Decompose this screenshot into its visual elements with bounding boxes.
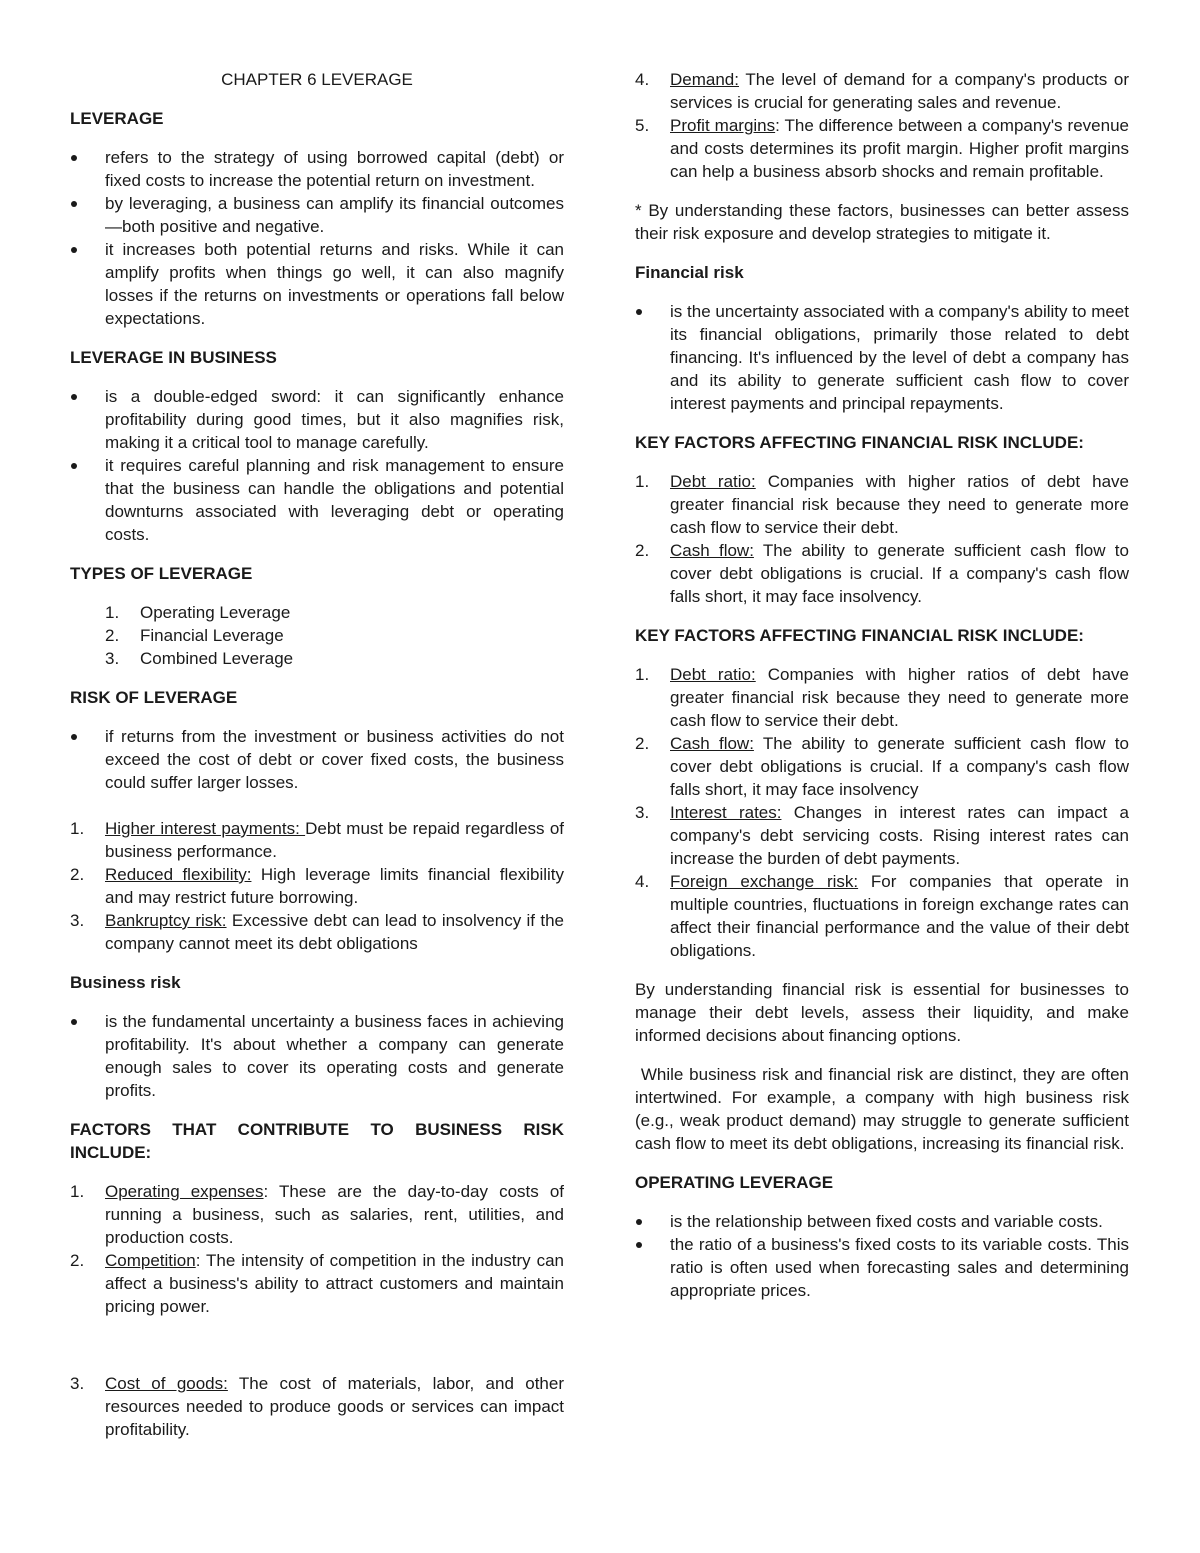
- item-number: 2.: [635, 734, 650, 753]
- item-text: Changes in interest rates can impact a company's debt servicing costs. Rising interest rates can increase the burden of debt payments.: [670, 803, 1129, 868]
- financial-risk-heading: Financial risk: [635, 263, 744, 282]
- list-item: [635, 114, 1129, 183]
- item-term: Bankruptcy risk:: [105, 911, 227, 930]
- item-text: : These are the day-to-day costs of running a business, such as salaries, rent, utilities, and production costs.: [105, 1182, 564, 1247]
- list-item: [70, 1249, 564, 1318]
- item-number: 4.: [635, 70, 650, 89]
- item-text: Companies with higher ratios of debt have greater financial risk because they need to generate more cash flow to service their debt.: [670, 472, 1129, 537]
- list-item: [635, 870, 1129, 962]
- item-number: 2.: [635, 541, 650, 560]
- item-term: Debt ratio:: [670, 665, 756, 684]
- business-risk-heading: Business risk: [70, 973, 181, 992]
- item-number: 1.: [70, 819, 85, 838]
- types-list: [70, 601, 564, 670]
- spacer: [70, 1318, 564, 1372]
- list-item: is a double-edged sword: it can significantly enhance profitability during good times, but it also magnifies risk, making it a critical tool to manage carefully.: [70, 385, 564, 454]
- item-term: Profit margins: [670, 116, 776, 135]
- list-item: [635, 68, 1129, 114]
- item-text: Companies with higher ratios of debt have greater financial risk because they need to generate more cash flow to service their debt.: [670, 665, 1129, 730]
- list-item: [70, 601, 564, 624]
- list-item: [70, 863, 564, 909]
- business-bullets: [70, 385, 564, 546]
- list-item: by leveraging, a business can amplify its financial outcomes—both positive and negative.: [70, 192, 564, 238]
- item-number: 1.: [635, 472, 650, 491]
- item-term: Demand:: [670, 70, 739, 89]
- key-factors-heading-2: KEY FACTORS AFFECTING FINANCIAL RISK INCLUDE:: [635, 626, 1084, 645]
- list-item: [70, 909, 564, 955]
- list-item: [70, 1372, 564, 1441]
- list-item: it requires careful planning and risk management to ensure that the business can handle the obligations and potential downturns associated with leveraging debt or operating costs.: [70, 454, 564, 546]
- item-term: Debt ratio:: [670, 472, 756, 491]
- chapter-title: CHAPTER 6 LEVERAGE: [221, 70, 413, 89]
- item-number: 4.: [635, 872, 650, 891]
- operating-leverage-bullets: [635, 1210, 1129, 1302]
- list-item: it increases both potential returns and risks. While it can amplify profits when things go well, it can also magnify losses if the returns on investments or operations fall below expectations.: [70, 238, 564, 330]
- financial-risk-bullets: [635, 300, 1129, 415]
- item-text: Debt must be repaid regardless of business performance.: [105, 819, 564, 861]
- item-number: 2.: [105, 626, 120, 645]
- key-factors-list-2: [635, 663, 1129, 962]
- item-term: Interest rates:: [670, 803, 782, 822]
- business-risk-bullets: [70, 1010, 564, 1102]
- factors-list: [70, 1180, 564, 1318]
- item-term: Cash flow:: [670, 541, 754, 560]
- leverage-bullets: [70, 146, 564, 330]
- item-text: : The intensity of competition in the industry can affect a business's ability to attract customers and maintain pricing power.: [105, 1251, 564, 1316]
- understanding-note: * By understanding these factors, businesses can better assess their risk exposure and develop strategies to mitigate it.: [635, 201, 1129, 243]
- item-text: The ability to generate sufficient cash flow to cover debt obligations is crucial. If a company's cash flow falls short, it may face insolvency: [670, 734, 1129, 799]
- risk-of-leverage-heading: RISK OF LEVERAGE: [70, 688, 238, 707]
- list-item: the ratio of a business's fixed costs to its variable costs. This ratio is often used when forecasting sales and determining appropriate prices.: [635, 1233, 1129, 1302]
- item-term: Foreign exchange risk:: [670, 872, 859, 891]
- item-term: Reduced flexibility:: [105, 865, 252, 884]
- item-text: Combined Leverage: [140, 649, 294, 668]
- factors-heading: FACTORS THAT CONTRIBUTE TO BUSINESS RISK INCLUDE:: [70, 1120, 564, 1162]
- item-number: 1.: [70, 1182, 85, 1201]
- list-item: [635, 801, 1129, 870]
- item-text: Excessive debt can lead to insolvency if the company cannot meet its debt obligations: [105, 911, 564, 953]
- item-number: 2.: [70, 865, 85, 884]
- list-item: [635, 470, 1129, 539]
- item-term: Cash flow:: [670, 734, 754, 753]
- right-column: [635, 68, 1134, 1318]
- item-number: 5.: [635, 116, 650, 135]
- item-number: 3.: [70, 1374, 85, 1393]
- leverage-heading: LEVERAGE: [70, 109, 164, 128]
- item-term: Operating expenses: [105, 1182, 264, 1201]
- factors-list-right: [635, 68, 1129, 183]
- operating-leverage-heading: OPERATING LEVERAGE: [635, 1173, 834, 1192]
- left-column: [70, 68, 564, 1457]
- item-text: For companies that operate in multiple countries, fluctuations in foreign exchange rates can affect their financial performance and the value of their debt obligations.: [670, 872, 1129, 960]
- item-text: : The difference between a company's revenue and costs determines its profit margin. Higher profit margins can help a business absorb shocks and remain profitable.: [670, 116, 1129, 181]
- intertwined-paragraph: While business risk and financial risk are distinct, they are often intertwined. For example, a company with high business risk (e.g., weak product demand) may struggle to generate sufficient cash flow to meet its debt obligations, increasing its financial risk.: [635, 1065, 1134, 1153]
- factors-list-continued: [70, 1372, 564, 1441]
- item-text: High leverage limits financial flexibility and may restrict future borrowing.: [105, 865, 564, 907]
- key-factors-heading: KEY FACTORS AFFECTING FINANCIAL RISK INCLUDE:: [635, 433, 1084, 452]
- list-item: refers to the strategy of using borrowed capital (debt) or fixed costs to increase the potential return on investment.: [70, 146, 564, 192]
- item-text: The level of demand for a company's products or services is crucial for generating sales and revenue.: [670, 70, 1129, 112]
- risk-items: [70, 817, 564, 955]
- item-term: Higher interest payments:: [105, 819, 306, 838]
- list-item: if returns from the investment or business activities do not exceed the cost of debt or cover fixed costs, the business could suffer larger losses.: [70, 725, 564, 794]
- item-number: 3.: [70, 911, 85, 930]
- leverage-in-business-heading: LEVERAGE IN BUSINESS: [70, 348, 277, 367]
- item-number: 2.: [70, 1251, 85, 1270]
- list-item: [70, 817, 564, 863]
- item-number: 1.: [635, 665, 650, 684]
- list-item: [70, 1180, 564, 1249]
- list-item: [70, 624, 564, 647]
- risk-bullets: [70, 725, 564, 794]
- item-number: 3.: [635, 803, 650, 822]
- item-text: Financial Leverage: [140, 626, 284, 645]
- item-term: Cost of goods:: [105, 1374, 228, 1393]
- item-term: Competition: [105, 1251, 196, 1270]
- item-text: The cost of materials, labor, and other resources needed to produce goods or services can impact profitability.: [105, 1374, 565, 1439]
- list-item: [635, 663, 1129, 732]
- types-of-leverage-heading: TYPES OF LEVERAGE: [70, 564, 253, 583]
- item-text: Operating Leverage: [140, 603, 291, 622]
- item-number: 1.: [105, 603, 120, 622]
- key-factors-list: [635, 470, 1129, 608]
- list-item: [635, 732, 1129, 801]
- list-item: is the uncertainty associated with a company's ability to meet its financial obligations, primarily those related to debt financing. It's influenced by the level of debt a company has and its ability to generate sufficient cash flow to cover interest payments and principal repayments.: [635, 300, 1129, 415]
- list-item: [635, 539, 1129, 608]
- item-number: 3.: [105, 649, 120, 668]
- list-item: [70, 647, 564, 670]
- financial-risk-summary: By understanding financial risk is essential for businesses to manage their debt levels, assess their liquidity, and make informed decisions about financing options.: [635, 980, 1129, 1045]
- list-item: is the relationship between fixed costs and variable costs.: [635, 1210, 1129, 1233]
- list-item: is the fundamental uncertainty a business faces in achieving profitability. It's about whether a company can generate enough sales to cover its operating costs and generate profits.: [70, 1010, 564, 1102]
- item-text: The ability to generate sufficient cash flow to cover debt obligations is crucial. If a company's cash flow falls short, it may face insolvency.: [670, 541, 1129, 606]
